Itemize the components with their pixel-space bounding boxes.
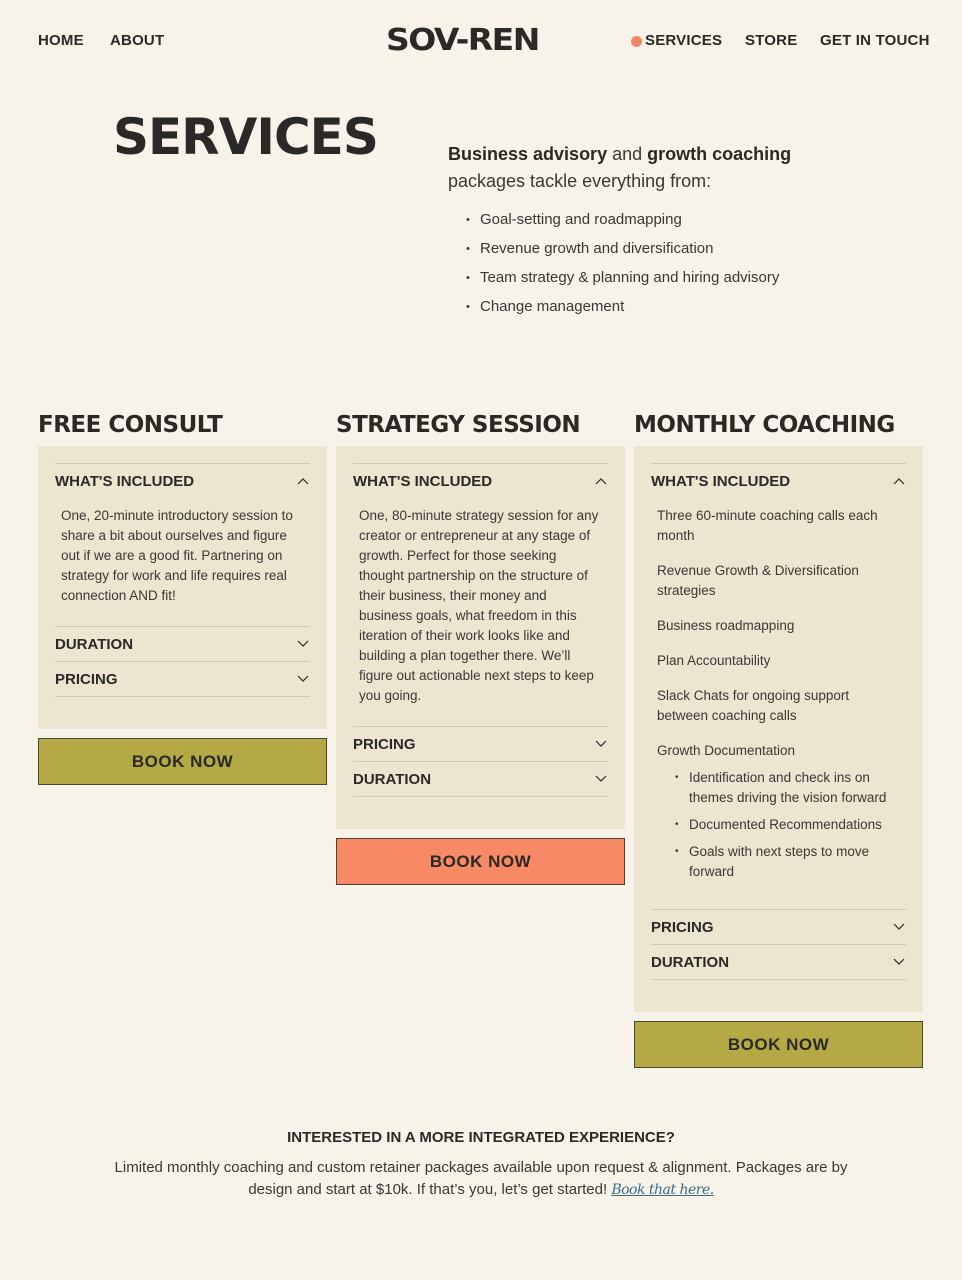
- intro-end: packages tackle everything from:: [448, 171, 712, 191]
- accordion-label: DURATION: [353, 770, 432, 788]
- chevron-down-icon: [892, 920, 906, 934]
- accordion-label: WHAT'S INCLUDED: [55, 472, 195, 490]
- accordion-pricing[interactable]: [55, 661, 310, 697]
- sub-list-item: • Goals with next steps to move forward: [657, 842, 900, 882]
- card-title: FREE CONSULT: [38, 412, 223, 438]
- card-panel: [336, 446, 625, 829]
- chevron-up-icon: [296, 474, 310, 488]
- book-now-button[interactable]: BOOK NOW: [336, 838, 625, 885]
- nav-store-link[interactable]: STORE: [745, 32, 798, 49]
- accordion-label: PRICING: [353, 735, 416, 753]
- accordion-label: WHAT'S INCLUDED: [651, 472, 791, 490]
- sub-list-item: • Identification and check ins on themes driving the vision forward: [657, 768, 900, 808]
- cta-heading: INTERESTED IN A MORE INTEGRATED EXPERIENCE?: [287, 1129, 675, 1146]
- accordion-pricing[interactable]: [353, 726, 608, 761]
- accordion-whats-included[interactable]: [55, 463, 310, 498]
- sub-list-item: • Documented Recommendations: [657, 815, 900, 835]
- chevron-up-icon: [892, 474, 906, 488]
- chevron-down-icon: [296, 672, 310, 686]
- list-item: Slack Chats for ongoing support between coaching calls: [657, 688, 850, 723]
- intro-bold-coaching: growth coaching: [647, 144, 792, 164]
- list-item: • Change management: [466, 295, 779, 324]
- chevron-down-icon: [296, 637, 310, 651]
- card-free-consult: [38, 408, 327, 785]
- hero-bullet-list: [466, 208, 779, 324]
- list-item: Growth Documentation: [657, 743, 796, 758]
- book-here-link[interactable]: Book that here.: [611, 1182, 714, 1198]
- accordion-content: [651, 498, 906, 909]
- accordion-whats-included[interactable]: [353, 463, 608, 498]
- accordion-duration[interactable]: [651, 944, 906, 980]
- nav-home-link[interactable]: HOME: [38, 32, 84, 49]
- site-logo[interactable]: SOV-REN: [386, 21, 539, 58]
- cta-body: Limited monthly coaching and custom retainer packages available upon request & alignment. Packages are by design and start at $10k. If that’s you, let’s get started!: [114, 1159, 848, 1198]
- accordion-label: WHAT'S INCLUDED: [353, 472, 493, 490]
- accordion-label: PRICING: [55, 670, 118, 688]
- card-title: STRATEGY SESSION: [336, 412, 581, 438]
- intro-bold-advisory: Business advisory: [448, 144, 608, 164]
- card-strategy-session: [336, 408, 625, 885]
- accordion-label: DURATION: [55, 635, 134, 653]
- list-item: • Revenue growth and diversification: [466, 237, 779, 266]
- hero-intro: [448, 141, 818, 195]
- accordion-whats-included[interactable]: [651, 463, 906, 498]
- page-title: SERVICES: [113, 108, 378, 166]
- list-item: • Goal-setting and roadmapping: [466, 208, 779, 237]
- card-panel: [634, 446, 923, 1012]
- list-item: Plan Accountability: [657, 653, 771, 668]
- chevron-down-icon: [892, 955, 906, 969]
- accordion-pricing[interactable]: [651, 909, 906, 944]
- intro-connector: and: [607, 144, 648, 164]
- nav-get-in-touch-link[interactable]: GET IN TOUCH: [820, 32, 930, 49]
- accordion-duration[interactable]: [55, 626, 310, 661]
- nav-services-link[interactable]: SERVICES: [645, 32, 723, 49]
- chevron-down-icon: [594, 772, 608, 786]
- card-title: MONTHLY COACHING: [634, 412, 895, 438]
- cta-text: [106, 1157, 856, 1201]
- card-panel: [38, 446, 327, 729]
- book-now-button[interactable]: BOOK NOW: [38, 738, 327, 785]
- list-item: • Team strategy & planning and hiring advisory: [466, 266, 779, 295]
- accordion-content: One, 80-minute strategy session for any creator or entrepreneur at any stage of growth. Perfect for those seeking thought partnership on the structure of their business, their money and business goals, what freedom in this iteration of their work looks like and building a plan together there. We’ll figure out actionable next steps to keep you going.: [359, 508, 599, 703]
- book-now-button[interactable]: BOOK NOW: [634, 1021, 923, 1068]
- list-item: Business roadmapping: [657, 618, 795, 633]
- card-monthly-coaching: [634, 408, 923, 1068]
- active-indicator-dot: [631, 36, 642, 47]
- chevron-up-icon: [594, 474, 608, 488]
- list-item: Revenue Growth & Diversification strategies: [657, 563, 859, 598]
- chevron-down-icon: [594, 737, 608, 751]
- accordion-content: One, 20-minute introductory session to share a bit about ourselves and figure out if we are a good fit. Partnering on strategy for work and life requires real connection AND fit!: [61, 508, 293, 603]
- accordion-label: PRICING: [651, 918, 714, 936]
- accordion-duration[interactable]: [353, 761, 608, 797]
- list-item: Three 60-minute coaching calls each month: [657, 508, 878, 543]
- accordion-label: DURATION: [651, 953, 730, 971]
- top-nav: [0, 0, 962, 80]
- sub-list: [657, 768, 900, 882]
- nav-about-link[interactable]: ABOUT: [110, 32, 165, 49]
